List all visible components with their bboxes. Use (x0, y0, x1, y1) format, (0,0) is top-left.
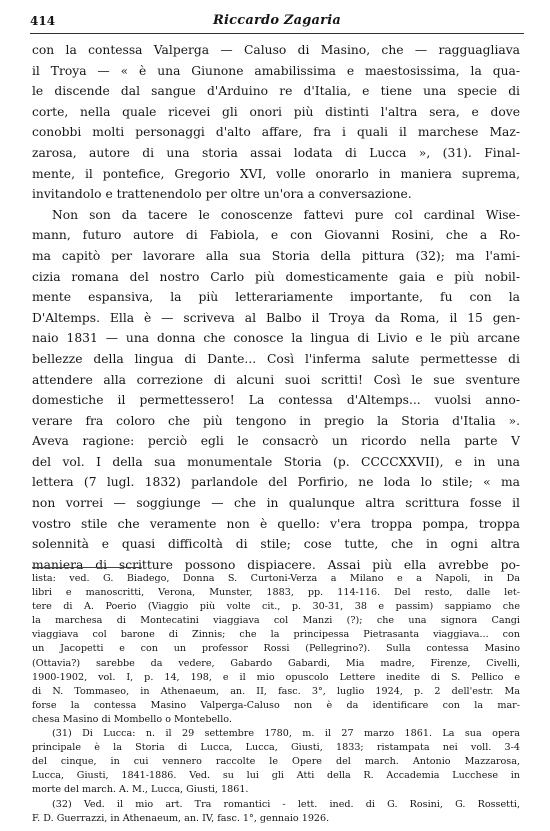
body-text (32, 40, 520, 575)
body-line: mente, il pontefice, Gregorio XVI, volle onorarlo in maniera suprema, (32, 166, 520, 181)
footnote-line: del cinque, in cui vennero raccolte le Opere del march. Antonio Mazzarosa, (32, 756, 520, 768)
body-line: zarosa, autore di una storia assai lodata di Lucca », (31). Final- (32, 145, 520, 160)
body-line: invitandolo e trattenendolo per oltre un'ora a conversazione. (32, 187, 412, 202)
page-number: 414 (30, 14, 56, 28)
footnotes (32, 572, 520, 826)
page-header (30, 12, 524, 32)
body-line: conobbi molti personaggi d'alto affare, fra i quali il marchese Maz- (32, 125, 520, 140)
body-line: verare fra coloro che più tengono in pregio la Storia d'Italia ». (32, 413, 520, 428)
body-line: cizia romana del nostro Carlo più domesticamente gaia e più nobil- (32, 269, 520, 284)
body-line: lettera (7 lugl. 1832) parlandole del Porfirio, ne loda lo stile; « ma (32, 475, 520, 490)
footnote-line: la marchesa di Montecatini viaggiava col Manzi (?); che una signora Cangi (32, 615, 520, 627)
footnote-line: libri e manoscritti, Verona, Munster, 1883, pp. 114-116. Del resto, dalle let- (32, 587, 520, 599)
footnote-line: principale è la Storia di Lucca, Lucca, Giusti, 1833; ristampata nei voll. 3-4 (32, 742, 520, 754)
body-line: naio 1831 — una donna che conosce la lingua di Livio e le più arcane (32, 331, 520, 346)
footnote-line: F. D. Guerrazzi, in Athenaeum, an. IV, fasc. 1°, gennaio 1926. (32, 812, 330, 824)
running-title: Riccardo Zagaria (213, 13, 341, 28)
footnote-line: lista: ved. G. Biadego, Donna S. Curtoni-Verza a Milano e a Napoli, in Da (32, 573, 520, 584)
footnote-line: forse la contessa Masino Valperga-Caluso non è da identificare con la mar- (32, 699, 520, 711)
body-line: solennità e quasi difficoltà di stile; cose tutte, che in ogni altra (32, 537, 520, 552)
body-line: del vol. I della sua monumentale Storia (p. CCCCXXVII), e in una (32, 454, 520, 469)
body-line: le discende dal sangue d'Arduino re d'Italia, e tiene una specie di (32, 84, 520, 99)
footnote-line: (32) Ved. il mio art. Tra romantici - lett. ined. di G. Rosini, G. Rossetti, (52, 798, 520, 810)
body-line: Avevа ragione: perciò egli le consacrò un ricordo nella parte V (32, 434, 520, 449)
body-line: bellezze della lingua di Dante... Così l'inferma salute permettesse di (32, 351, 520, 366)
footnote-line: di N. Tommaseo, in Athenaeum, an. II, fasc. 3°, luglio 1924, p. 2 dell'estr. Ma (32, 685, 520, 697)
footnote-line: un Jacopetti e con un professor Rossi (Pellegrino?). Sulla contessa Masino (32, 643, 520, 655)
header-rule (30, 33, 524, 34)
footnote-line: (Ottavia?) sarebbe da vedere, Gabardo Gabardi, Mia madre, Firenze, Civelli, (32, 657, 520, 669)
body-line: corte, nella quale ricevei gli onori più distinti l'altra sera, e dove (32, 104, 520, 119)
footnote-line: (31) Di Lucca: n. il 29 settembre 1780, m. il 27 marzo 1861. La sua opera (52, 728, 520, 740)
footnote-separator (32, 567, 142, 568)
body-line: il Troya — « è una Giunone amabilissima e maestosissima, la qua- (32, 63, 520, 78)
body-line: maniera di scritture possono dispiacere. Assai più ella avrebbe po- (32, 557, 520, 572)
body-line: Non son da tacere le conoscenze fattevi pure col cardinal Wise- (52, 207, 520, 222)
body-line: D'Altemps. Ella è — scriveva al Balbo il Troya da Roma, il 15 gen- (32, 310, 520, 325)
body-line: domestiche il permettessero! La contessa d'Altemps... vuolsi anno- (32, 393, 520, 408)
body-line: attendere alla correzione di alcuni suoi scritti! Così le sue sventure (32, 372, 520, 387)
footnote-line: tere di A. Poerio (Viaggio più volte cit., p. 30-31, 38 e passim) sappiamo che (32, 601, 520, 613)
body-line: mann, futuro autore di Fabiola, e con Giovanni Rosini, che a Ro- (32, 228, 520, 243)
footnote-line: 1900-1902, vol. I, p. 14, 198, e il mio opuscolo Lettere inedite di S. Pellico e (32, 671, 520, 683)
footnote-line: morte del march. A. M., Lucca, Giusti, 1861. (32, 784, 249, 796)
footnote-line: Lucca, Giusti, 1841-1886. Ved. su lui gli Atti della R. Accademia Lucchese in (32, 770, 520, 782)
body-line: non vorrei — soggiunge — che in qualunque altra scrittura fosse il (32, 496, 520, 511)
footnote-line: viaggiava col barone di Zinnis; che la principessa Pietrasanta viaggiava... con (32, 629, 520, 641)
footnote-line: chesa Masino di Mombello o Montebello. (32, 713, 232, 725)
body-line: vostro stile che veramente non è quello: v'era troppa pompa, troppa (32, 516, 520, 531)
body-line: mente espansiva, la più letterariamente importante, fu con la (32, 290, 520, 305)
body-line: con la contessa Valperga — Caluso di Masino, che — ragguagliava (32, 43, 520, 57)
body-line: ma capitò per lavorare alla sua Storia della pittura (32); ma l'ami- (32, 248, 520, 263)
